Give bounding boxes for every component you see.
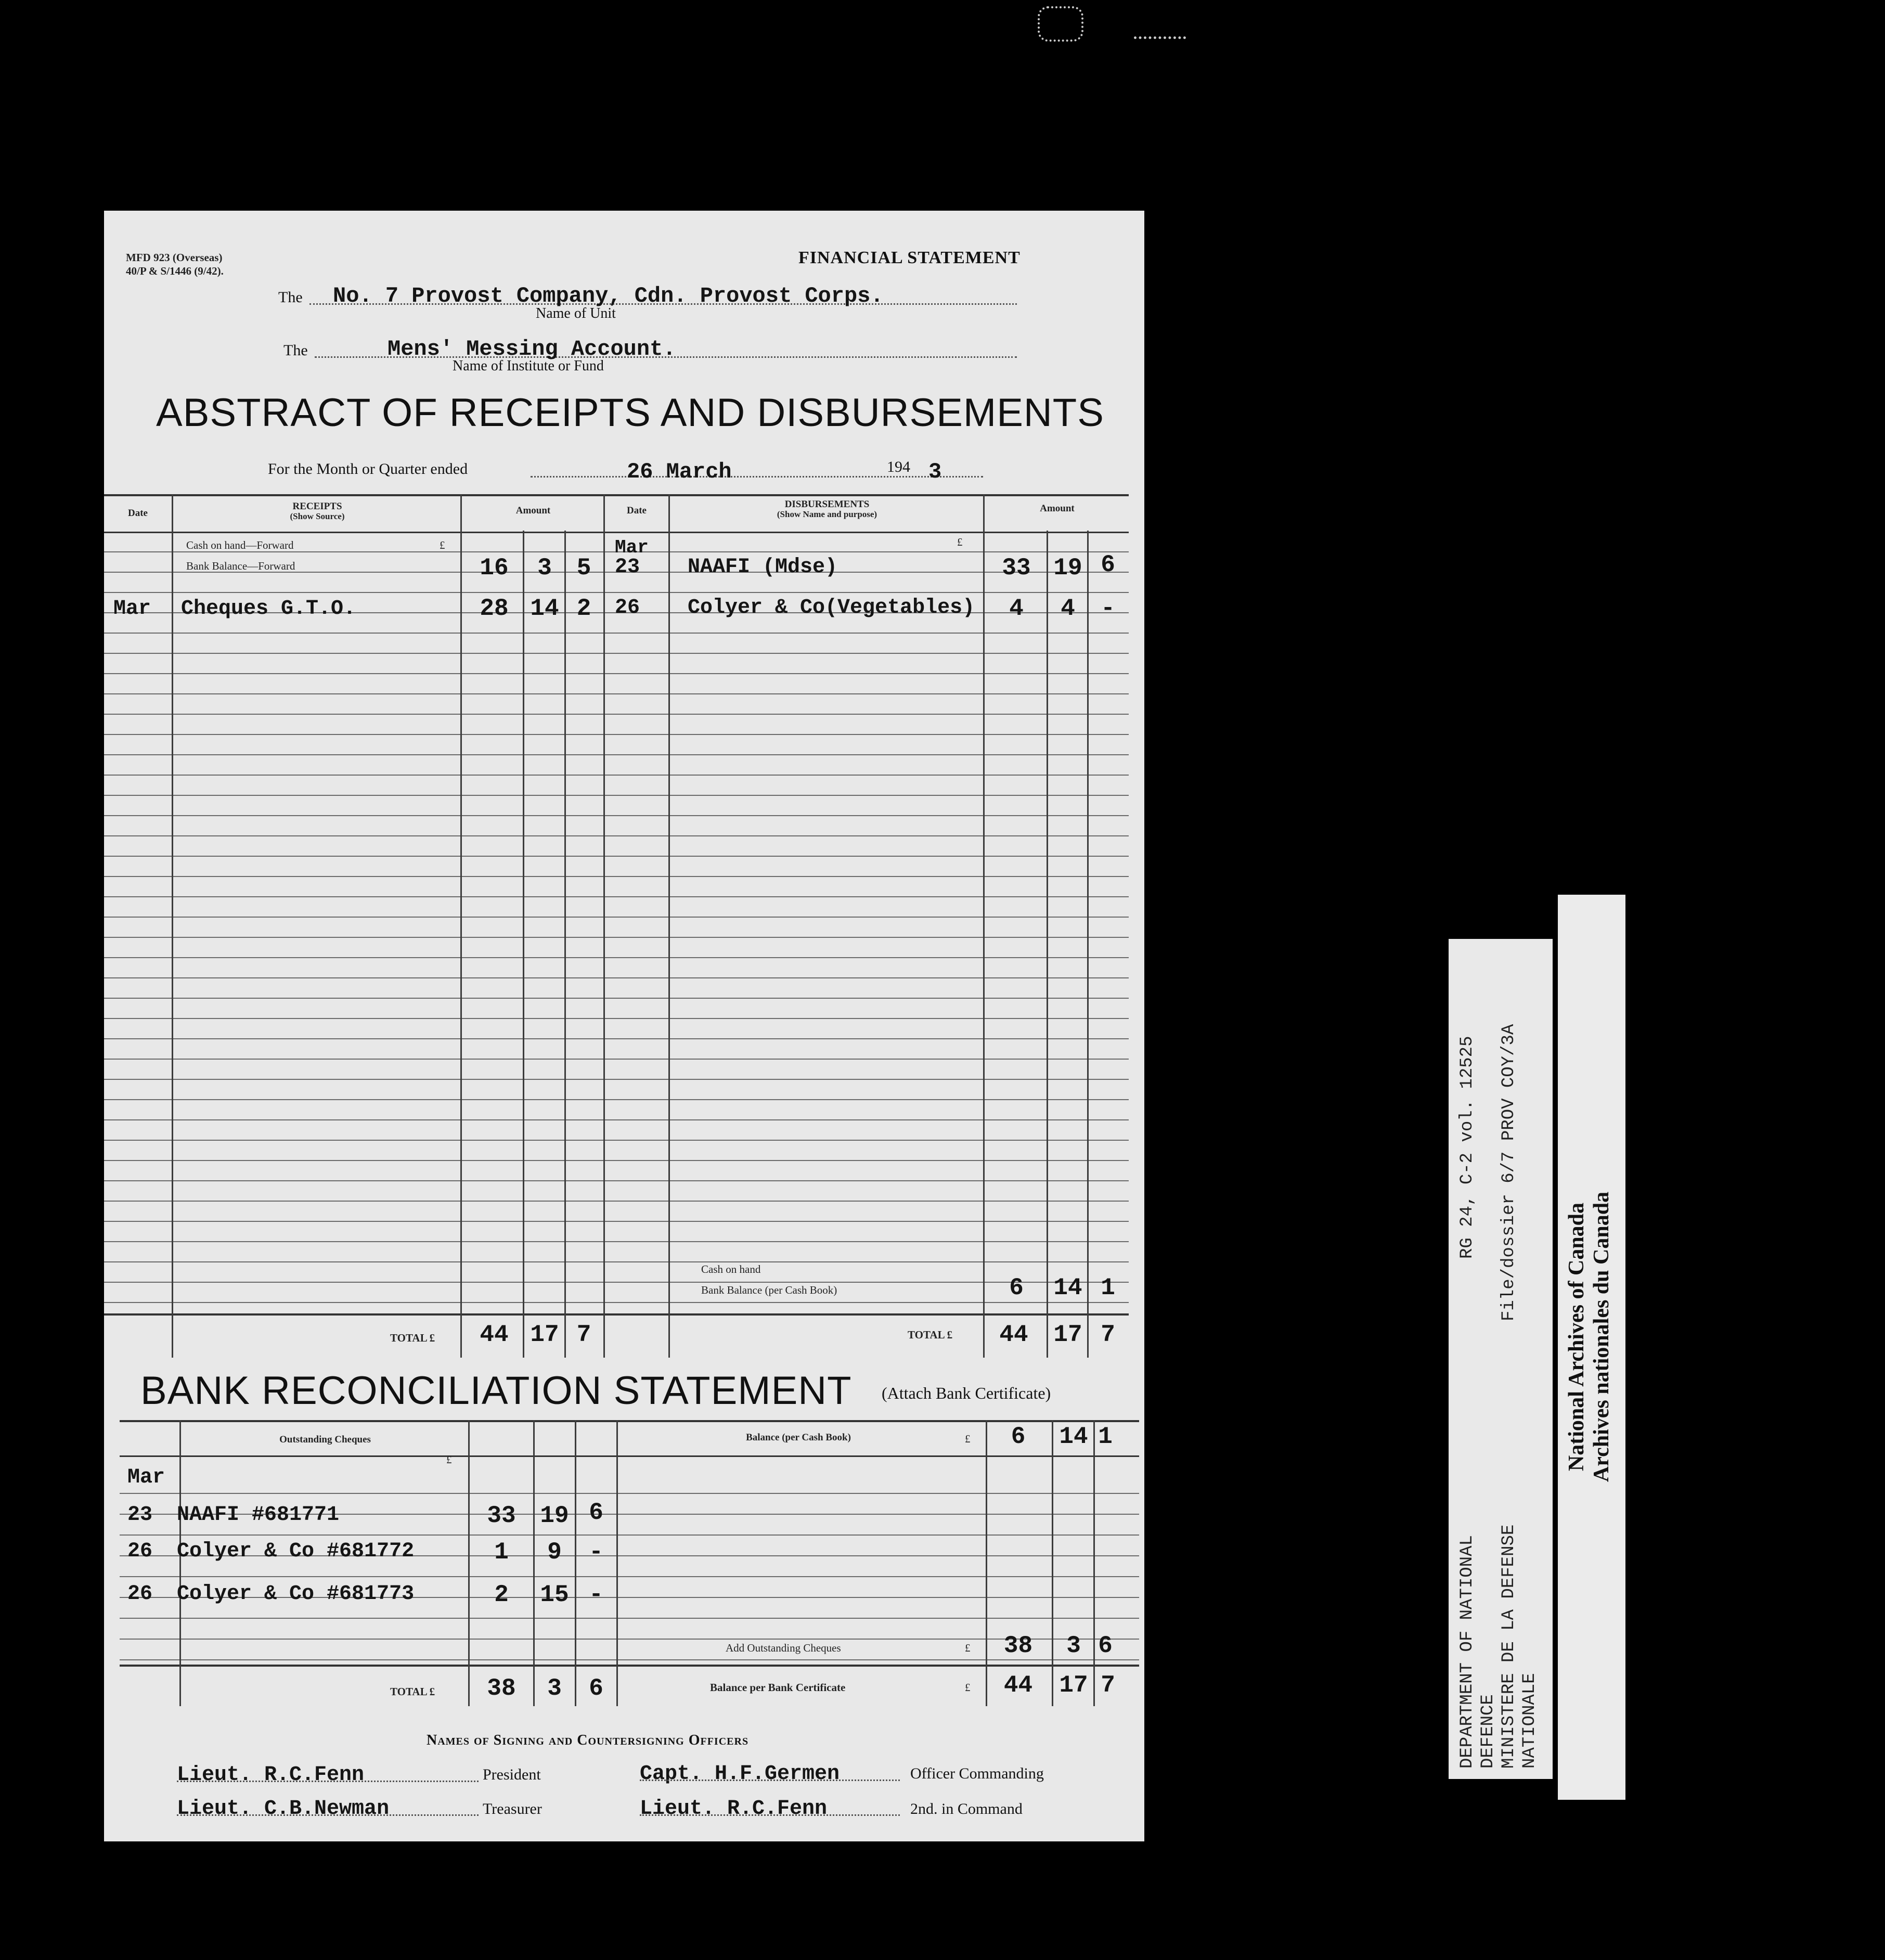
- bank-forward-label: Bank Balance—Forward: [186, 560, 295, 572]
- col-rule: [460, 494, 462, 1358]
- file-dossier: File/dossier 6/7 PROV COY/3A: [1499, 1024, 1519, 1321]
- year-suffix: 3: [928, 459, 942, 484]
- pound-sign: £: [965, 1642, 971, 1654]
- second-role: 2nd. in Command: [910, 1800, 1023, 1817]
- rec-payee: NAAFI #681771: [177, 1503, 340, 1527]
- ruled-line: [104, 1221, 1129, 1222]
- period-value: 26 March: [627, 459, 732, 484]
- col-rule: [1093, 1420, 1095, 1706]
- col-rule: [1087, 531, 1089, 1358]
- receipts-header: RECEIPTS: [292, 501, 342, 512]
- president-role: President: [483, 1766, 541, 1783]
- president-name: Lieut. R.C.Fenn: [177, 1763, 365, 1787]
- balance-cash-shillings: 14: [1059, 1423, 1088, 1450]
- disb-total-shillings: 17: [1053, 1321, 1082, 1348]
- dept-line: DEFENCE: [1478, 1694, 1498, 1769]
- dept-line: NATIONALE: [1520, 1673, 1540, 1769]
- rec-pounds: 1: [494, 1539, 509, 1566]
- table-top-rule: [104, 494, 1129, 496]
- ruled-line: [104, 1119, 1129, 1120]
- ruled-line: [104, 957, 1129, 958]
- ruled-line: [104, 1201, 1129, 1202]
- archives-french: Archives nationales du Canada: [1590, 1191, 1613, 1482]
- col-rule: [575, 1420, 576, 1706]
- form-code-1: MFD 923 (Overseas): [126, 251, 223, 264]
- second-name: Lieut. R.C.Fenn: [640, 1797, 828, 1821]
- disb-shillings: 4: [1061, 595, 1075, 622]
- col-rule: [179, 1420, 181, 1706]
- ruled-line: [104, 795, 1129, 796]
- ruled-line: [104, 896, 1129, 897]
- reconciliation-note: (Attach Bank Certificate): [882, 1384, 1051, 1402]
- balance-cash-pence: 1: [1098, 1423, 1113, 1450]
- bank-balance-shillings: 14: [1053, 1274, 1082, 1301]
- bank-certificate-shillings: 17: [1059, 1672, 1088, 1699]
- reconciliation-title: BANK RECONCILIATION STATEMENT: [140, 1369, 852, 1413]
- unit-label: The: [278, 289, 303, 306]
- disb-total-label: TOTAL £: [908, 1329, 953, 1341]
- rec-total-pounds: 38: [487, 1675, 516, 1702]
- disb-subheader: (Show Name and purpose): [777, 509, 877, 519]
- balance-cash-label: Balance (per Cash Book): [746, 1432, 851, 1443]
- rg-reference: RG 24, C-2 vol. 12525: [1457, 1036, 1477, 1259]
- ruled-line: [104, 754, 1129, 755]
- col-rule: [616, 1420, 618, 1706]
- ruled-line: [104, 998, 1129, 999]
- receipts-total-shillings: 17: [530, 1321, 559, 1348]
- ruled-line: [104, 775, 1129, 776]
- pound-sign: £: [965, 1681, 971, 1694]
- col-rule: [603, 494, 605, 1358]
- scan-marks: [1038, 6, 1083, 42]
- rec-pounds: 2: [494, 1581, 509, 1608]
- ruled-line: [104, 673, 1129, 674]
- ruled-line: [104, 1160, 1129, 1161]
- col-rule: [523, 531, 524, 1358]
- bank-forward-shillings: 3: [537, 555, 552, 582]
- disb-name: Colyer & Co(Vegetables): [688, 596, 975, 620]
- receipt-pounds: 28: [480, 595, 509, 622]
- disb-day: 23: [615, 556, 640, 579]
- ruled-line: [104, 1059, 1129, 1060]
- col-rule: [468, 1420, 470, 1706]
- period-dotline: [531, 476, 983, 478]
- rec-day: 23: [127, 1503, 153, 1527]
- treasurer-name: Lieut. C.B.Newman: [177, 1797, 390, 1821]
- bank-balance-pence: 1: [1101, 1274, 1115, 1301]
- add-outstanding-label: Add Outstanding Cheques: [726, 1642, 841, 1654]
- receipt-date: Mar: [113, 597, 151, 621]
- disb-shillings: 19: [1053, 555, 1082, 582]
- oc-role: Officer Commanding: [910, 1765, 1044, 1782]
- disb-header: DISBURSEMENTS: [784, 499, 870, 510]
- receipt-pence: 2: [576, 595, 591, 622]
- receipt-source: Cheques G.T.O.: [181, 597, 356, 621]
- rec-pence: 6: [589, 1499, 603, 1526]
- bank-forward-pence: 5: [576, 555, 591, 582]
- outstanding-header: Outstanding Cheques: [279, 1434, 371, 1445]
- ruled-line: [104, 1079, 1129, 1080]
- bank-certificate-pence: 7: [1101, 1672, 1115, 1699]
- treasurer-dotline: [177, 1814, 479, 1816]
- col-rule: [533, 1420, 535, 1706]
- ruled-line: [104, 1241, 1129, 1242]
- col-rule: [1047, 531, 1048, 1358]
- officers-heading: Names of Signing and Countersigning Officers: [427, 1732, 749, 1748]
- receipt-shillings: 14: [530, 595, 559, 622]
- ruled-line: [104, 633, 1129, 634]
- ruled-line: [104, 592, 1129, 593]
- pound-sign: £: [965, 1433, 971, 1445]
- oc-name: Capt. H.F.Germen: [640, 1762, 840, 1786]
- archive-file-reference: [1449, 939, 1553, 1779]
- rec-pence: -: [589, 1581, 603, 1608]
- treasurer-role: Treasurer: [483, 1800, 542, 1817]
- receipts-amount-header: Amount: [515, 505, 551, 516]
- fund-name-value: Mens' Messing Account.: [388, 337, 676, 362]
- disb-pounds: 4: [1009, 595, 1024, 622]
- oc-dotline: [640, 1780, 900, 1781]
- fund-caption: Name of Institute or Fund: [453, 358, 604, 374]
- disb-total-pounds: 44: [999, 1321, 1028, 1348]
- col-rule: [172, 494, 173, 1358]
- ruled-line: [104, 1140, 1129, 1141]
- archives-english: National Archives of Canada: [1565, 1202, 1589, 1472]
- disb-pence: -: [1101, 595, 1115, 622]
- ruled-line: [104, 1282, 1129, 1283]
- disb-total-pence: 7: [1101, 1321, 1115, 1348]
- doc-title: FINANCIAL STATEMENT: [798, 248, 1021, 267]
- bank-certificate-pounds: 44: [1003, 1672, 1033, 1699]
- rec-payee: Colyer & Co #681772: [177, 1540, 415, 1563]
- rec-pounds: 33: [487, 1502, 516, 1529]
- ruled-line: [104, 1099, 1129, 1100]
- scan-marks: [1134, 10, 1186, 39]
- ruled-line: [104, 693, 1129, 694]
- disb-pounds: 33: [1002, 555, 1031, 582]
- president-dotline: [177, 1781, 479, 1782]
- abstract-table: [104, 494, 1129, 1348]
- ruled-line: [104, 1261, 1129, 1262]
- ruled-line: [104, 1180, 1129, 1181]
- year-prefix: 194: [887, 458, 910, 475]
- pound-sign: £: [957, 536, 963, 548]
- rec-day: 26: [127, 1582, 153, 1606]
- receipts-total-pounds: 44: [480, 1321, 509, 1348]
- rec-month: Mar: [127, 1466, 165, 1489]
- add-outstanding-pence: 6: [1098, 1632, 1113, 1659]
- balance-cash-pounds: 6: [1011, 1423, 1026, 1450]
- rec-shillings: 15: [540, 1581, 569, 1608]
- rec-total-shillings: 3: [547, 1675, 562, 1702]
- cash-on-hand-label: Cash on hand: [701, 1263, 761, 1275]
- rec-day: 26: [127, 1540, 153, 1563]
- cash-forward-label: Cash on hand—Forward: [186, 539, 294, 551]
- bank-balance-pounds: 6: [1009, 1274, 1024, 1301]
- ruled-line: [104, 653, 1129, 654]
- disb-amount-header: Amount: [1040, 503, 1075, 514]
- ruled-line: [104, 977, 1129, 978]
- disb-name: NAAFI (Mdse): [688, 556, 838, 579]
- period-label: For the Month or Quarter ended: [268, 460, 468, 478]
- disb-pence: 6: [1101, 551, 1115, 578]
- ruled-line: [104, 937, 1129, 938]
- ruled-line: [104, 734, 1129, 735]
- disb-month: Mar: [615, 537, 649, 558]
- main-title: ABSTRACT OF RECEIPTS AND DISBURSEMENTS: [156, 391, 1104, 435]
- col-rule: [983, 494, 985, 1358]
- col-rule: [986, 1420, 987, 1706]
- ruled-line: [104, 856, 1129, 857]
- ruled-line: [104, 1038, 1129, 1039]
- pound-sign: £: [446, 1453, 452, 1466]
- form-code-2: 40/P & S/1446 (9/42).: [126, 265, 224, 277]
- rec-total-label: TOTAL £: [390, 1685, 435, 1698]
- reconciliation-table: [104, 1420, 1139, 1706]
- rec-payee: Colyer & Co #681773: [177, 1582, 415, 1606]
- ruled-line: [104, 876, 1129, 877]
- col-rule: [564, 531, 566, 1358]
- add-outstanding-pounds: 38: [1003, 1632, 1033, 1659]
- fund-label: The: [283, 342, 308, 359]
- receipts-total-label: TOTAL £: [390, 1332, 435, 1344]
- rec-pence: -: [589, 1539, 603, 1566]
- dept-line: MINISTERE DE LA DEFENSE: [1499, 1524, 1519, 1769]
- unit-name-value: No. 7 Provost Company, Cdn. Provost Corps.: [333, 283, 884, 308]
- dept-line: DEPARTMENT OF NATIONAL: [1457, 1535, 1477, 1769]
- pound-sign: £: [440, 539, 445, 551]
- ruled-line: [104, 1018, 1129, 1019]
- col-rule: [668, 494, 670, 1358]
- receipts-total-pence: 7: [576, 1321, 591, 1348]
- rec-shillings: 9: [547, 1539, 562, 1566]
- ruled-line: [104, 917, 1129, 918]
- add-outstanding-shillings: 3: [1066, 1632, 1081, 1659]
- bank-forward-pounds: 16: [480, 555, 509, 582]
- col-rule: [1052, 1420, 1053, 1706]
- ruled-line: [104, 1302, 1129, 1303]
- disb-date-header: Date: [627, 505, 647, 516]
- unit-caption: Name of Unit: [536, 305, 616, 321]
- ruled-line: [104, 835, 1129, 836]
- receipts-subheader: (Show Source): [290, 511, 345, 521]
- header-bottom-rule: [104, 532, 1129, 533]
- ruled-line: [104, 714, 1129, 715]
- financial-statement-sheet: [104, 211, 1144, 1841]
- total-top-rule: [104, 1313, 1129, 1316]
- national-archives-stamp: [1558, 895, 1625, 1800]
- rec-shillings: 19: [540, 1502, 569, 1529]
- bank-balance-label: Bank Balance (per Cash Book): [701, 1284, 837, 1296]
- disb-day: 26: [615, 596, 640, 620]
- ruled-line: [104, 815, 1129, 816]
- second-dotline: [640, 1814, 900, 1816]
- rec-total-pence: 6: [589, 1675, 603, 1702]
- receipts-date-header: Date: [128, 508, 148, 519]
- bank-certificate-label: Balance per Bank Certificate: [710, 1681, 846, 1694]
